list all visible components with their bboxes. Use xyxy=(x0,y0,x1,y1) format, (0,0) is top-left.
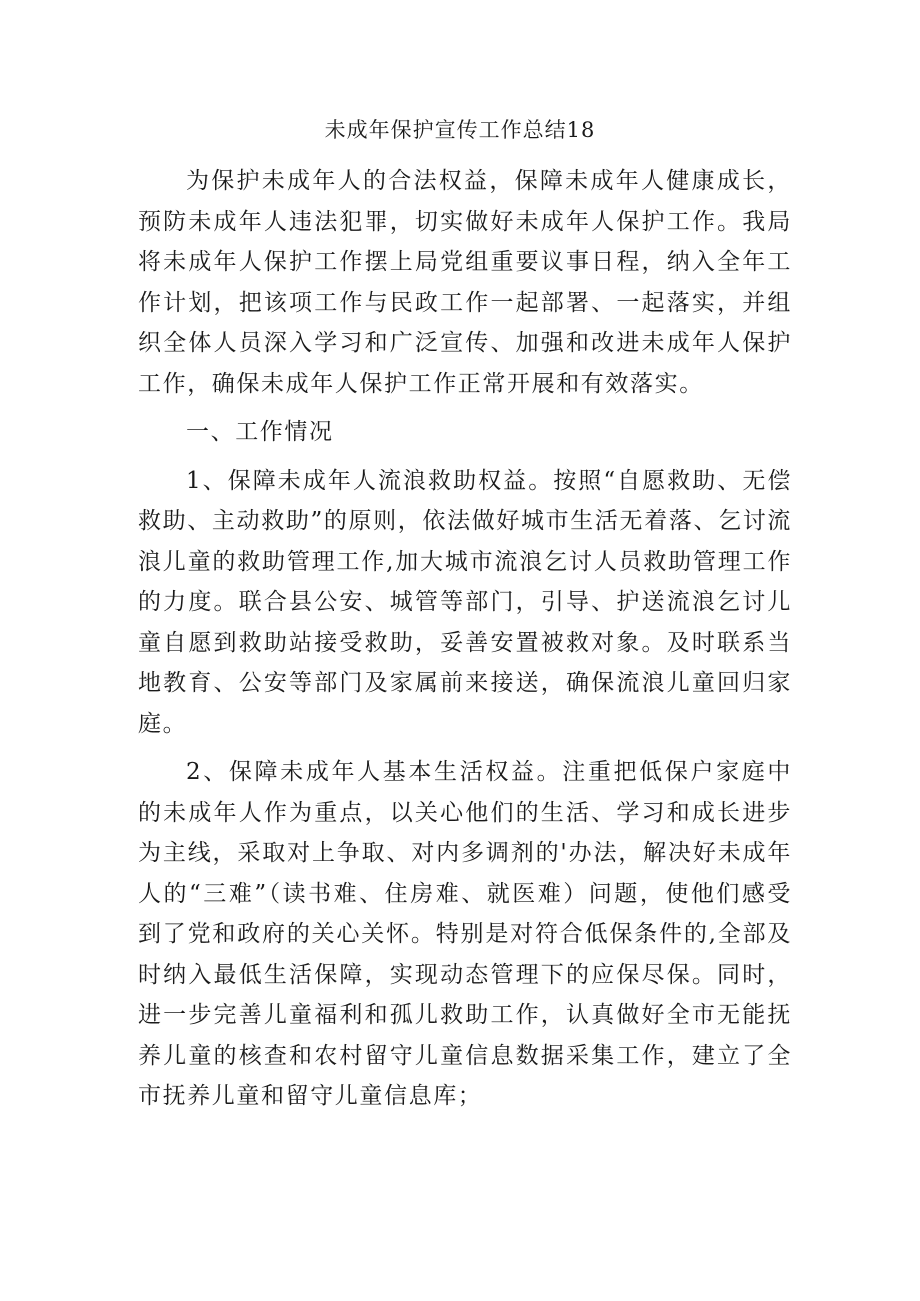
paragraph-item-2: 2、保障未成年人基本生活权益。注重把低保户家庭中的未成年人作为重点，以关心他们的生活、学习和成长进步为主线，采取对上争取、对内多调剂的'办法，解决好未成年人的“三难”（读书难、住房难、就医难）问题，使他们感受到了党和政府的关心关怀。特别是对符合低保条件的,全部及时纳入最低生活保障，实现动态管理下的应保尽保。同时，进一步完善儿童福利和孤儿救助工作，认真做好全市无能抚养儿童的核查和农村留守儿童信息数据采集工作，建立了全市抚养儿童和留守儿童信息库； xyxy=(138,759,792,1109)
paragraph-item-1: 1、保障未成年人流浪救助权益。按照“自愿救助、无偿救助、主动救助”的原则，依法做好城市生活无着落、乞讨流浪儿童的救助管理工作,加大城市流浪乞讨人员救助管理工作的力度。联合县公安、城管等部门，引导、护送流浪乞讨儿童自愿到救助站接受救助，妥善安置被救对象。及时联系当地教育、公安等部门及家属前来接送，确保流浪儿童回归家庭。 xyxy=(138,467,792,737)
document-body xyxy=(138,161,792,1117)
intro-paragraph: 为保护未成年人的合法权益，保障未成年人健康成长，预防未成年人违法犯罪，切实做好未成年人保护工作。我局将未成年人保护工作摆上局党组重要议事日程，纳入全年工作计划，把该项工作与民政工作一起部署、一起落实，并组织全体人员深入学习和广泛宣传、加强和改进未成年人保护工作，确保未成年人保护工作正常开展和有效落实。 xyxy=(138,168,792,397)
document-title: 未成年保护宣传工作总结18 xyxy=(324,118,596,142)
section-heading: 一、工作情况 xyxy=(186,419,334,445)
